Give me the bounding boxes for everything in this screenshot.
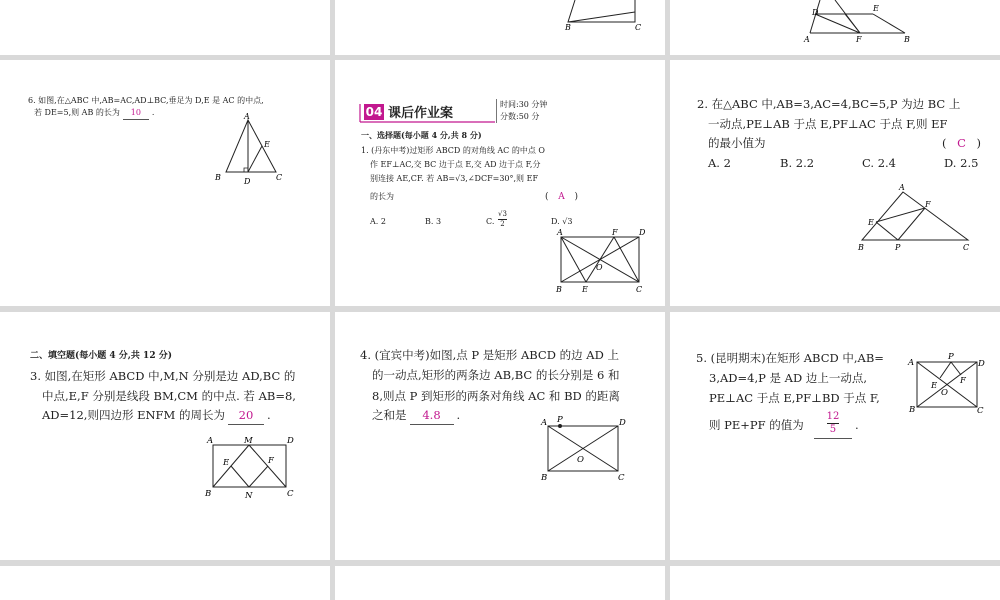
q4-line4-post: . bbox=[456, 408, 461, 422]
label-A: A bbox=[244, 112, 250, 121]
q1-line4: 的长为 bbox=[370, 192, 394, 201]
q1-option-a: A. 2 bbox=[370, 217, 386, 226]
q5-answer-den: 5 bbox=[829, 424, 837, 435]
panel-top-right bbox=[670, 0, 1000, 55]
label-E: E bbox=[868, 218, 874, 227]
label-C: C bbox=[618, 473, 625, 483]
label-F: F bbox=[960, 376, 966, 386]
label-B: B bbox=[904, 35, 910, 44]
q6-text-line1: 6. 如图,在△ABC 中,AB=AC,AD⊥BC,垂足为 D,E 是 AC 的中点, bbox=[28, 96, 264, 105]
panel-top-middle bbox=[335, 0, 665, 55]
label-B: B bbox=[858, 243, 864, 252]
q2-option-d: D. 2.5 bbox=[944, 156, 979, 170]
q1-option-d: D. √3 bbox=[551, 217, 573, 226]
q1-answer: A bbox=[558, 192, 565, 202]
label-D: D bbox=[812, 8, 819, 17]
q6-text-line2-pre: 若 DE=5,则 AB 的长为 bbox=[34, 108, 120, 117]
q2-option-b: B. 2.2 bbox=[780, 156, 815, 170]
q2-option-c: C. 2.4 bbox=[862, 156, 896, 170]
label-E: E bbox=[873, 4, 879, 13]
label-A: A bbox=[899, 183, 905, 192]
q5-line3: PE⊥AC 于点 E,PF⊥BD 于点 F, bbox=[709, 391, 880, 405]
q2-line3: 的最小值为 bbox=[708, 136, 766, 150]
panel-bottom-left bbox=[0, 566, 330, 600]
label-E: E bbox=[264, 140, 270, 149]
label-M: M bbox=[244, 436, 253, 446]
q1-line2: 作 EF⊥AC,交 BC 边于点 E,交 AD 边于点 F,分 bbox=[370, 160, 541, 169]
label-O: O bbox=[941, 388, 948, 398]
q1-option-b: B. 3 bbox=[425, 217, 442, 226]
label-B: B bbox=[909, 405, 916, 415]
q2-line1: 2. 在△ABC 中,AB=3,AC=4,BC=5,P 为边 BC 上 bbox=[697, 97, 961, 111]
q4-line4-pre: 之和是 bbox=[372, 408, 407, 422]
label-P: P bbox=[948, 352, 954, 362]
label-P: P bbox=[895, 243, 901, 252]
q3-line3 bbox=[42, 408, 271, 425]
section-time: 时间:30 分钟 bbox=[500, 100, 548, 109]
section-number-badge: 04 bbox=[365, 105, 383, 119]
q6-text-line2-post: . bbox=[151, 108, 155, 117]
q4-answer: 4.8 bbox=[410, 408, 454, 425]
q2-option-a: A. 2 bbox=[708, 156, 731, 170]
choice-heading: 一、选择题(每小题 4 分,共 8 分) bbox=[361, 130, 482, 140]
label-A: A bbox=[804, 35, 810, 44]
q3-line1: 3. 如图,在矩形 ABCD 中,M,N 分别是边 AD,BC 的 bbox=[30, 369, 296, 383]
label-E: E bbox=[931, 381, 938, 391]
label-A: A bbox=[541, 418, 548, 428]
label-E: E bbox=[582, 285, 588, 294]
label-D: D bbox=[619, 418, 626, 428]
panel-top-left bbox=[0, 0, 330, 55]
fill-heading: 二、填空题(每小题 4 分,共 12 分) bbox=[30, 351, 172, 361]
label-O: O bbox=[577, 455, 584, 465]
q5-answer-num: 12 bbox=[826, 411, 840, 422]
q2-answer: C bbox=[957, 136, 966, 150]
label-A: A bbox=[557, 228, 563, 237]
figure-top-right bbox=[670, 0, 1000, 55]
label-A: A bbox=[207, 436, 214, 446]
q5-line4-pre: 则 PE+PF 的值为 bbox=[709, 418, 804, 432]
section-meta bbox=[496, 99, 547, 123]
label-C: C bbox=[276, 173, 283, 182]
q4-line4 bbox=[372, 408, 460, 425]
q3-line3-post: . bbox=[266, 408, 271, 422]
label-D: D bbox=[244, 177, 251, 186]
q4-line2: 的一动点,矩形的两条边 AB,BC 的长分别是 6 和 bbox=[372, 368, 620, 382]
label-D: D bbox=[639, 228, 646, 237]
q1-optc-num: √3 bbox=[498, 210, 507, 218]
label-F: F bbox=[856, 35, 862, 44]
label-D: D bbox=[978, 359, 985, 369]
figure-top-middle bbox=[335, 0, 665, 55]
q1-option-c-fraction bbox=[498, 210, 507, 229]
label-C: C bbox=[977, 406, 984, 416]
q1-answer-bracket: ( A ) bbox=[545, 192, 579, 202]
label-B: B bbox=[215, 173, 221, 182]
label-O: O bbox=[596, 263, 603, 272]
label-B: B bbox=[541, 473, 548, 483]
q5-line2: 3,AD=4,P 是 AD 边上一动点, bbox=[709, 371, 867, 385]
q2-answer-bracket: ( C ) bbox=[942, 136, 981, 150]
label-F: F bbox=[268, 456, 274, 466]
label-E: E bbox=[223, 458, 230, 468]
label-F: F bbox=[925, 200, 931, 209]
label-B: B bbox=[205, 489, 212, 499]
label-C: C bbox=[963, 243, 970, 252]
panel-bottom-right bbox=[670, 566, 1000, 600]
q3-line2: 中点,E,F 分别是线段 BM,CM 的中点. 若 AB=8, bbox=[42, 389, 296, 403]
q6-text-line2 bbox=[34, 108, 154, 120]
label-B: B bbox=[565, 23, 571, 32]
q4-line1: 4. (宜宾中考)如图,点 P 是矩形 ABCD 的边 AD 上 bbox=[360, 348, 619, 362]
label-C: C bbox=[287, 489, 294, 499]
q4-line3: 8,则点 P 到矩形的两条对角线 AC 和 BD 的距离 bbox=[372, 389, 620, 403]
q1-option-c: C. bbox=[486, 217, 495, 226]
section-score: 分数:50 分 bbox=[500, 112, 540, 121]
label-C: C bbox=[636, 285, 643, 294]
label-F: F bbox=[612, 228, 618, 237]
label-P: P bbox=[557, 415, 563, 425]
q1-line3: 别连接 AE,CF. 若 AB=√3,∠DCF=30°,则 EF bbox=[370, 174, 538, 183]
q1-line1: 1. (丹东中考)过矩形 ABCD 的对角线 AC 的中点 O bbox=[361, 146, 545, 155]
label-C: C bbox=[635, 23, 642, 32]
q5-line4-post: . bbox=[855, 418, 859, 432]
q5-answer-fraction bbox=[814, 411, 852, 439]
label-B: B bbox=[556, 285, 562, 294]
label-A: A bbox=[908, 358, 915, 368]
q2-line2: 一动点,PE⊥AB 于点 E,PF⊥AC 于点 F,则 EF bbox=[708, 117, 948, 131]
q3-line3-pre: AD=12,则四边形 ENFM 的周长为 bbox=[42, 408, 225, 422]
panel-bottom-middle bbox=[335, 566, 665, 600]
label-N: N bbox=[245, 491, 253, 501]
q1-optc-den: 2 bbox=[500, 220, 505, 228]
q3-answer: 20 bbox=[228, 408, 264, 425]
q6-answer: 10 bbox=[123, 108, 149, 120]
label-D: D bbox=[287, 436, 294, 446]
q5-line1: 5. (昆明期末)在矩形 ABCD 中,AB= bbox=[696, 351, 884, 365]
section-title: 课后作业案 bbox=[388, 106, 454, 121]
